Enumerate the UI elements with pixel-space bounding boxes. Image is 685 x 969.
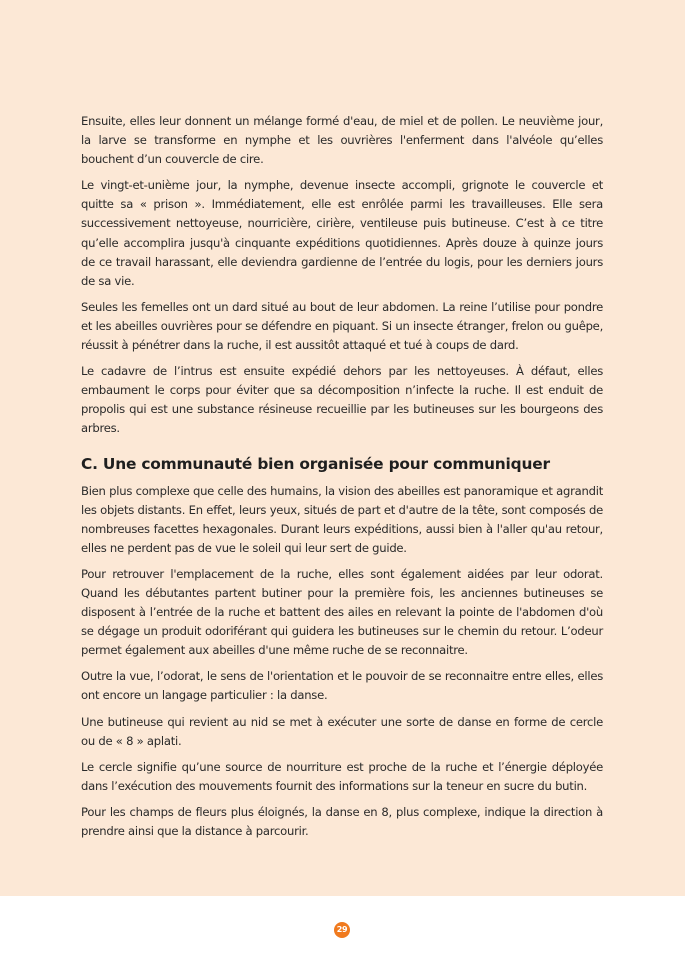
- paragraph: Pour retrouver l'emplacement de la ruche, elles sont également aidées par leur odorat. Quand les débutantes partent butiner pour la première fois, les anciennes butineuses se disposent à l’entrée de la ruche et battent des ailes en relevant la pointe de l'abdomen d'où se dégage un produit odoriférant qui guidera les butineuses sur le chemin du retour. L’odeur permet également aux abeilles d'une même ruche de se reconnaitre.: [81, 566, 603, 658]
- page-number-badge: 29: [334, 922, 350, 938]
- section-heading: C. Une communauté bien organisée pour communiquer: [81, 454, 550, 473]
- paragraph: Le vingt-et-unième jour, la nymphe, devenue insecte accompli, grignote le couvercle et quitte sa « prison ». Immédiatement, elle est enrôlée parmi les travailleuses. Elle sera successivement nettoyeuse, nourricière, cirière, ventileuse puis butineuse. C’est à ce titre qu’elle accomplira jusqu'à cinquante expéditions quotidiennes. Après douze à quinze jours de ce travail harassant, elle deviendra gardienne de l’entrée du logis, pour les derniers jours de sa vie.: [81, 178, 603, 288]
- page-content: [81, 112, 603, 848]
- paragraph: Une butineuse qui revient au nid se met à exécuter une sorte de danse en forme de cercle ou de « 8 » aplati.: [81, 714, 603, 748]
- paragraph: Ensuite, elles leur donnent un mélange formé d'eau, de miel et de pollen. Le neuvième jour, la larve se transforme en nymphe et les ouvrières l'enferment dans l'alvéole qu’elles bouchent d’un couvercle de cire.: [81, 114, 603, 167]
- paragraph: Le cercle signifie qu’une source de nourriture est proche de la ruche et l’énergie déployée dans l’exécution des mouvements fournit des informations sur la teneur en sucre du butin.: [81, 759, 603, 793]
- paragraph: Bien plus complexe que celle des humains, la vision des abeilles est panoramique et agrandit les objets distants. En effet, leurs yeux, situés de part et d'autre de la tête, sont composés de nombreuses facettes hexagonales. Durant leurs expéditions, aussi bien à l'aller qu'au retour, elles ne perdent pas de vue le soleil qui leur sert de guide.: [81, 483, 603, 555]
- paragraph: Seules les femelles ont un dard situé au bout de leur abdomen. La reine l’utilise pour pondre et les abeilles ouvrières pour se défendre en piquant. Si un insecte étranger, frelon ou guêpe, réussit à pénétrer dans la ruche, il est aussitôt attaqué et tué à coups de dard.: [81, 299, 603, 353]
- page-footer: [0, 896, 685, 969]
- paragraph: Pour les champs de fleurs plus éloignés, la danse en 8, plus complexe, indique la direction à prendre ainsi que la distance à parcourir.: [81, 804, 603, 838]
- paragraph: Outre la vue, l’odorat, le sens de l'orientation et le pouvoir de se reconnaitre entre elles, elles ont encore un langage particulier : la danse.: [81, 669, 603, 703]
- paragraph: Le cadavre de l’intrus est ensuite expédié dehors par les nettoyeuses. À défaut, elles embaument le corps pour éviter que sa décomposition n’infecte la ruche. Il est enduit de propolis qui est une substance résineuse recueillie par les butineuses sur les bourgeons des arbres.: [81, 364, 603, 436]
